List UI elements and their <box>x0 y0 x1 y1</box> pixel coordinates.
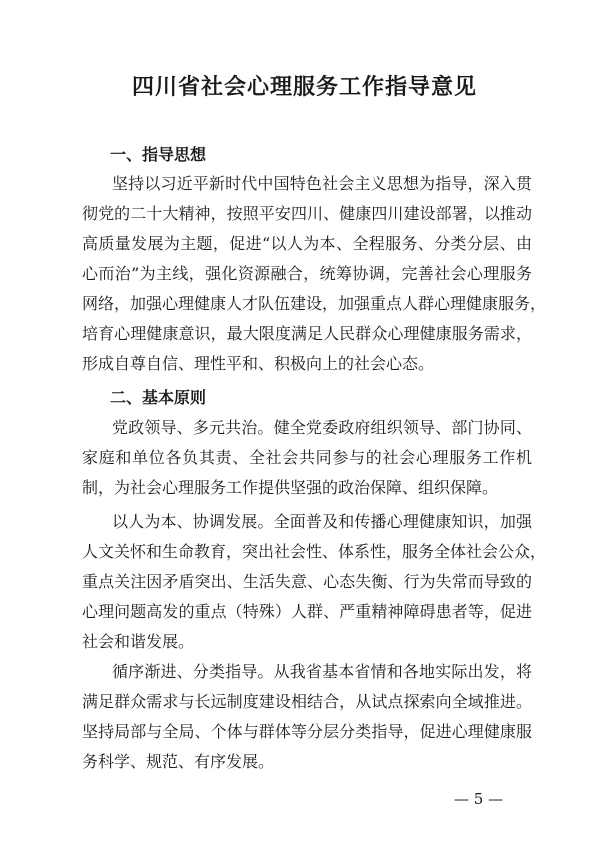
paragraph-guiding-ideology <box>82 169 547 379</box>
paragraph-line: 形成自尊自信、理性平和、积极向上的社会心态。 <box>82 354 435 373</box>
paragraph-line: 制，为社会心理服务工作提供坚强的政治保障、组织保障。 <box>82 478 499 497</box>
page-number: — 5 — <box>454 790 504 808</box>
paragraph-principle-people-centered <box>82 507 547 657</box>
paragraph-line: 坚持以习近平新时代中国特色社会主义思想为指导，深入贯 <box>112 174 532 193</box>
paragraph-principle-step-by-step <box>82 657 532 777</box>
paragraph-line: 人文关怀和生命教育，突出社会性、体系性，服务全体社会公众， <box>82 542 547 561</box>
paragraph-line: 坚持局部与全局、个体与群体等分层分类指导，促进心理健康服 <box>82 722 532 741</box>
paragraph-line: 网络，加强心理健康人才队伍建设，加强重点人群心理健康服务， <box>82 294 547 313</box>
paragraph-line: 重点关注因矛盾突出、生活失意、心态失衡、行为失常而导致的 <box>82 572 532 591</box>
paragraph-principle-party-leadership <box>82 413 532 503</box>
document-title: 四川省社会心理服务工作指导意见 <box>131 75 477 100</box>
paragraph-line: 社会和谐发展。 <box>82 632 195 651</box>
paragraph-line: 以人为本、协调发展。全面普及和传播心理健康知识，加强 <box>112 512 532 531</box>
paragraph-line: 循序渐进、分类指导。从我省基本省情和各地实际出发，将 <box>112 662 532 681</box>
paragraph-line: 心理问题高发的重点（特殊）人群、严重精神障碍患者等，促进 <box>82 602 532 621</box>
paragraph-line: 家庭和单位各负其责、全社会共同参与的社会心理服务工作机 <box>82 448 532 467</box>
paragraph-line: 心而治”为主线，强化资源融合，统筹协调，完善社会心理服务 <box>82 264 532 283</box>
section-heading-basic-principles: 二、基本原则 <box>110 388 207 407</box>
paragraph-line: 满足群众需求与长远制度建设相结合，从试点探索向全域推进。 <box>82 692 532 711</box>
paragraph-line: 党政领导、多元共治。健全党委政府组织领导、部门协同、 <box>112 418 532 437</box>
section-heading-guiding-ideology: 一、指导思想 <box>110 145 207 164</box>
paragraph-line: 高质量发展为主题，促进“以人为本、全程服务、分类分层、由 <box>82 234 532 253</box>
paragraph-line: 培育心理健康意识，最大限度满足人民群众心理健康服务需求， <box>82 324 532 343</box>
paragraph-line: 彻党的二十大精神，按照平安四川、健康四川建设部署，以推动 <box>82 204 532 223</box>
paragraph-line: 务科学、规范、有序发展。 <box>82 752 275 771</box>
